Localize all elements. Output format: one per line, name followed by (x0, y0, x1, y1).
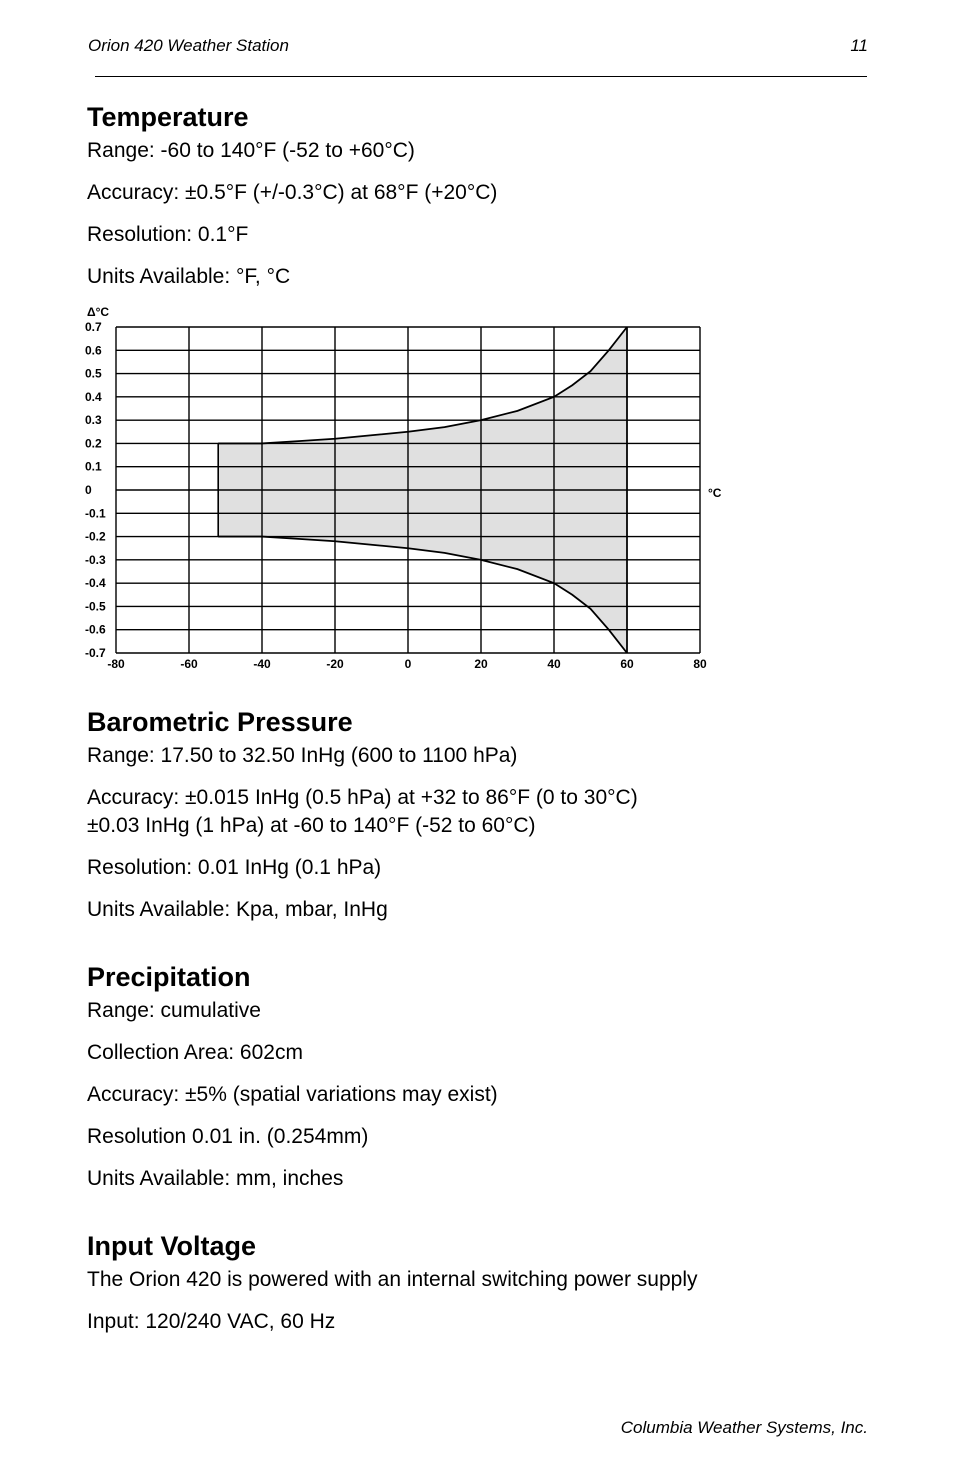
barometric-range: Range: 17.50 to 32.50 InHg (600 to 1100 hPa) (87, 744, 518, 767)
spec-content (87, 100, 887, 1336)
x-tick-label-2: -40 (253, 657, 271, 671)
page-footer: Columbia Weather Systems, Inc. (620, 1418, 868, 1437)
header-title: Orion 420 Weather Station (88, 36, 289, 55)
temperature-range: Range: -60 to 140°F (-52 to +60°C) (87, 139, 415, 162)
temperature-accuracy-chart (82, 297, 742, 675)
x-tick-label-7: 60 (620, 657, 634, 671)
barometric-section (87, 705, 887, 924)
y-tick-label-5: 0.2 (85, 436, 102, 451)
x-tick-label-8: 80 (693, 657, 707, 671)
y-tick-label-8: -0.1 (85, 506, 106, 521)
y-tick-label-10: -0.3 (85, 552, 106, 567)
precipitation-resolution: Resolution 0.01 in. (0.254mm) (87, 1125, 369, 1148)
y-tick-label-2: 0.5 (85, 366, 102, 381)
voltage-description: The Orion 420 is powered with an internal switching power supply (87, 1268, 698, 1291)
y-tick-label-13: -0.6 (85, 622, 106, 637)
y-tick-label-0: 0.7 (85, 320, 102, 334)
x-tick-label-4: 0 (404, 657, 412, 671)
x-tick-label-5: 20 (474, 657, 488, 671)
temperature-resolution: Resolution: 0.1°F (87, 223, 249, 246)
barometric-resolution: Resolution: 0.01 InHg (0.1 hPa) (87, 856, 382, 879)
precipitation-section (87, 960, 887, 1193)
header-divider (95, 76, 867, 77)
precipitation-accuracy: Accuracy: ±5% (spatial variations may exist) (87, 1083, 498, 1106)
temperature-section (87, 100, 887, 675)
precipitation-range: Range: cumulative (87, 999, 261, 1022)
y-axis-label: Δ°C (87, 305, 110, 319)
barometric-heading: Barometric Pressure (87, 707, 353, 737)
x-tick-label-6: 40 (547, 657, 561, 671)
voltage-section (87, 1229, 887, 1336)
x-tick-label-1: -60 (180, 657, 198, 671)
voltage-input: Input: 120/240 VAC, 60 Hz (87, 1310, 336, 1333)
y-tick-label-1: 0.6 (85, 343, 102, 358)
x-axis-label: °C (708, 486, 722, 500)
y-tick-label-9: -0.2 (85, 529, 106, 544)
temperature-heading: Temperature (87, 102, 249, 132)
y-tick-label-7: 0 (85, 483, 92, 497)
barometric-accuracy-line-2: ±0.03 InHg (1 hPa) at -60 to 140°F (-52 to 60°C) (87, 814, 536, 837)
x-tick-label-0: -80 (107, 657, 125, 671)
precipitation-collection-area: Collection Area: 602cm (87, 1041, 303, 1064)
barometric-units: Units Available: Kpa, mbar, InHg (87, 898, 388, 921)
y-tick-label-6: 0.1 (85, 459, 102, 474)
y-tick-label-14: -0.7 (85, 646, 106, 660)
y-tick-label-11: -0.4 (85, 576, 106, 591)
y-tick-label-3: 0.4 (85, 389, 102, 404)
page-number: 11 (850, 36, 868, 55)
barometric-accuracy-line-1: Accuracy: ±0.015 InHg (0.5 hPa) at +32 to 86°F (0 to 30°C) (87, 786, 638, 809)
precipitation-heading: Precipitation (87, 962, 251, 992)
y-tick-label-12: -0.5 (85, 599, 106, 614)
x-tick-label-3: -20 (326, 657, 344, 671)
temperature-units: Units Available: °F, °C (87, 265, 291, 288)
y-tick-label-4: 0.3 (85, 413, 102, 428)
precipitation-units: Units Available: mm, inches (87, 1167, 344, 1190)
voltage-heading: Input Voltage (87, 1231, 256, 1261)
barometric-accuracy (87, 784, 887, 840)
temperature-accuracy: Accuracy: ±0.5°F (+/-0.3°C) at 68°F (+20°C) (87, 181, 498, 204)
page-header (88, 36, 868, 56)
